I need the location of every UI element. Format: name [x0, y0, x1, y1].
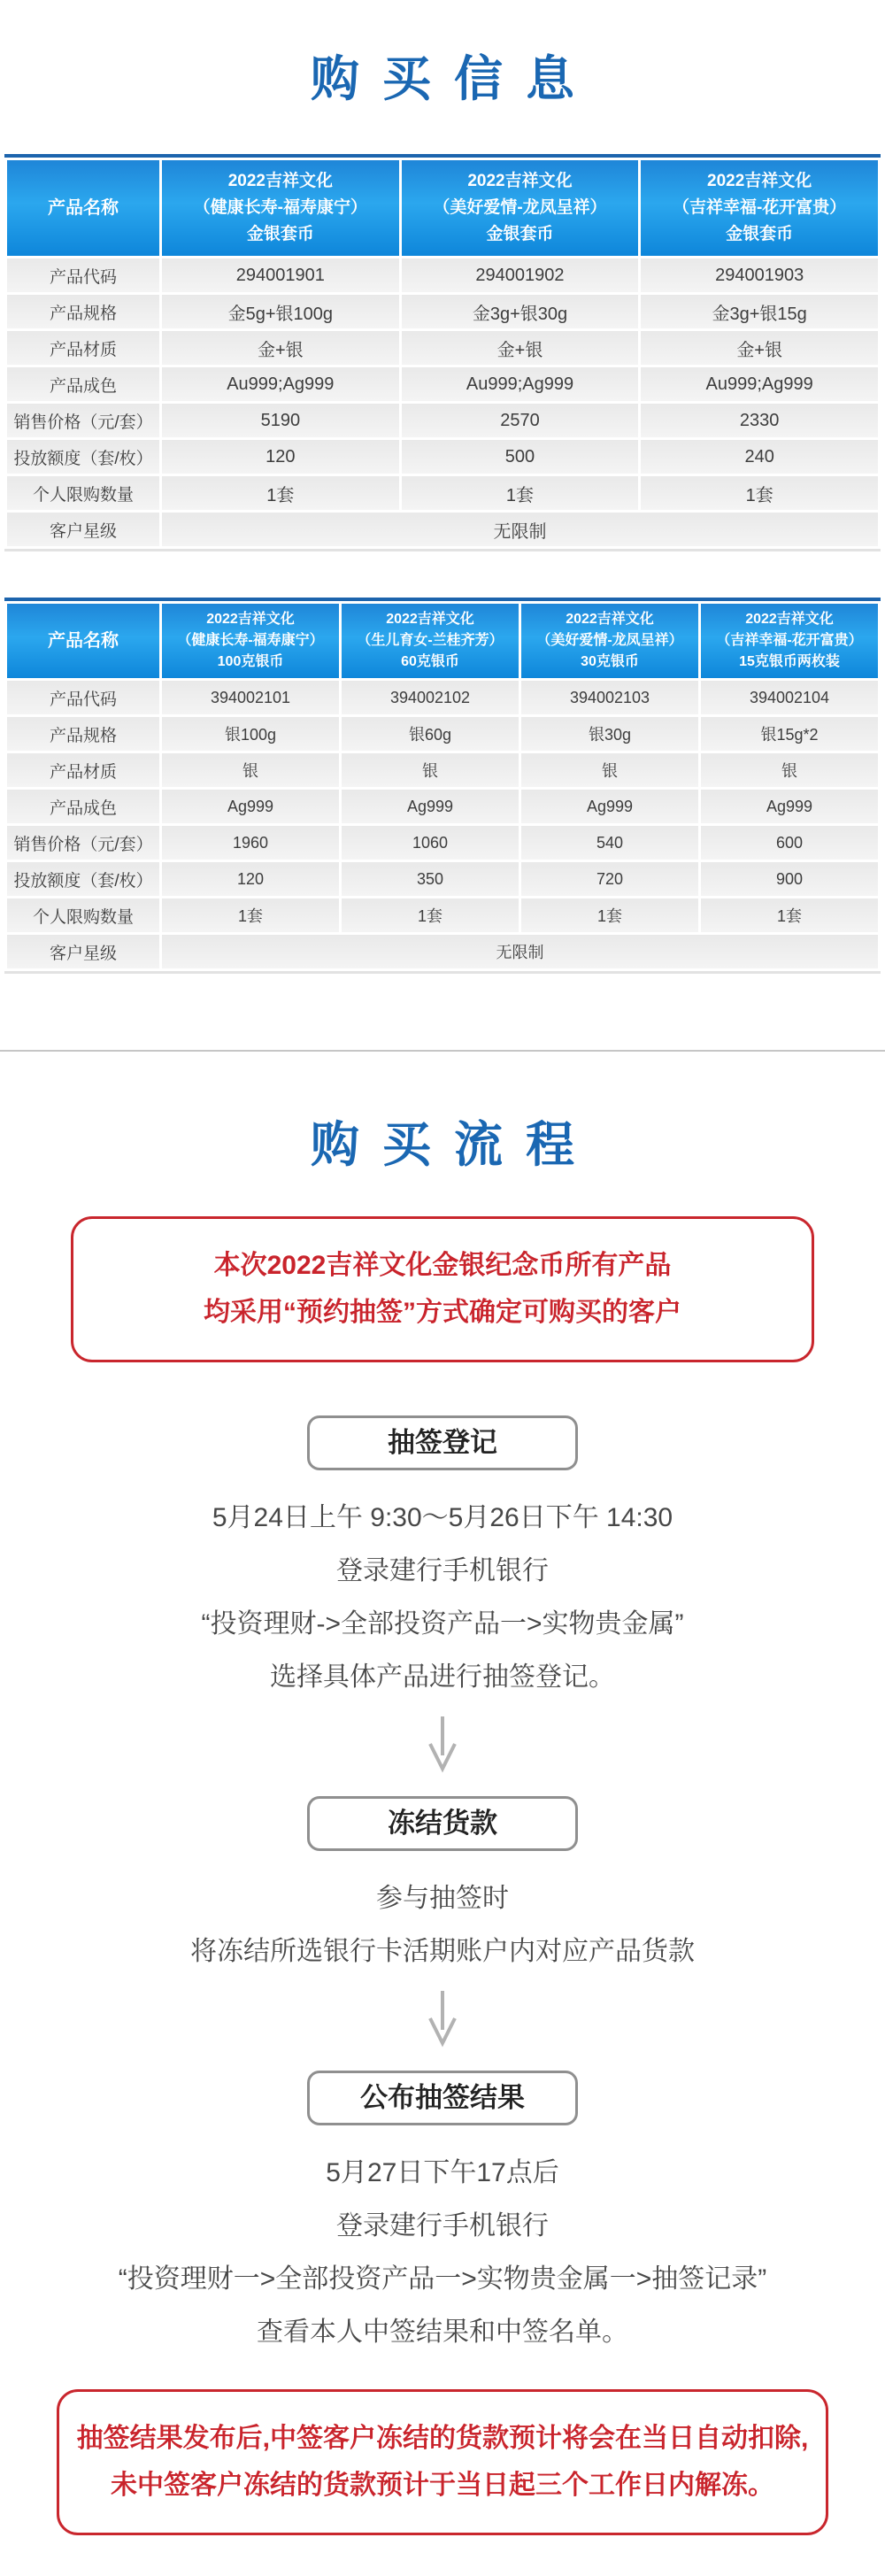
column-header-line: （美好爱情-龙凤呈祥） — [433, 198, 607, 217]
cell-value: 294001903 — [641, 258, 878, 292]
table-row — [7, 826, 878, 860]
cell-value: 银 — [701, 753, 878, 787]
column-header-line: 2022吉祥文化 — [745, 612, 834, 627]
cell-value: 1套 — [402, 476, 639, 510]
step-button-lottery-registration[interactable]: 抽签登记 — [307, 1415, 578, 1470]
notice-line: 抽签结果发布后,中签客户冻结的货款预计将会在当日自动扣除, — [76, 2424, 809, 2453]
cell-value: 120 — [162, 440, 399, 474]
row-label: 产品材质 — [7, 753, 159, 787]
cell-value-span: 无限制 — [162, 935, 878, 968]
table-row — [7, 935, 878, 968]
section-title-purchase-process: 购买流程 — [310, 1117, 597, 1172]
notice-line: 未中签客户冻结的货款预计于当日起三个工作日内解冻。 — [111, 2471, 774, 2500]
cell-value: 1套 — [641, 476, 878, 510]
cell-value: Au999;Ag999 — [402, 367, 639, 401]
column-header-line: 2022吉祥文化 — [386, 612, 474, 627]
row-label: 客户星级 — [7, 935, 159, 968]
step-3-description — [0, 2157, 885, 2348]
column-header-product-4 — [701, 604, 878, 678]
cell-value: 2570 — [402, 404, 639, 437]
row-label: 客户星级 — [7, 513, 159, 546]
column-header-product-1 — [162, 604, 339, 678]
column-header-line: （吉祥幸福-花开富贵） — [716, 633, 863, 648]
cell-value: 银30g — [521, 717, 698, 751]
table-row — [7, 513, 878, 546]
cell-value: 294001902 — [402, 258, 639, 292]
cell-value: 金3g+银15g — [641, 295, 878, 328]
product-info-table-2 — [4, 601, 881, 971]
cell-value: 240 — [641, 440, 878, 474]
step-description-line: 查看本人中签结果和中签名单。 — [257, 2318, 628, 2347]
cell-value: 1套 — [162, 476, 399, 510]
step-description-line: 5月24日上午 9:30～5月26日下午 14:30 — [212, 1503, 673, 1532]
cell-value: 500 — [402, 440, 639, 474]
cell-value: 350 — [342, 862, 519, 896]
step-button-announce-results[interactable]: 公布抽签结果 — [307, 2071, 578, 2125]
table-header-row — [7, 604, 878, 678]
row-label: 产品材质 — [7, 331, 159, 365]
table-row — [7, 681, 878, 714]
cell-value: 294001901 — [162, 258, 399, 292]
cell-value: 5190 — [162, 404, 399, 437]
step-2-description — [0, 1883, 885, 1968]
cell-value: 银60g — [342, 717, 519, 751]
table-row — [7, 476, 878, 510]
table-row — [7, 367, 878, 401]
cell-value-span: 无限制 — [162, 513, 878, 546]
row-label: 销售价格（元/套） — [7, 404, 159, 437]
notice-box-top — [71, 1216, 814, 1362]
step-1-description — [0, 1502, 885, 1693]
column-header-line: 金银套币 — [486, 225, 554, 243]
row-label: 投放额度（套/枚） — [7, 440, 159, 474]
table-row — [7, 753, 878, 787]
row-label: 产品规格 — [7, 295, 159, 328]
table-row — [7, 258, 878, 292]
table-row — [7, 440, 878, 474]
cell-value: 720 — [521, 862, 698, 896]
table-row — [7, 404, 878, 437]
cell-value: Ag999 — [701, 790, 878, 823]
step-description-line: 将冻结所选银行卡活期账户内对应产品货款 — [190, 1937, 695, 1966]
table-row — [7, 331, 878, 365]
down-arrow-icon — [427, 1991, 458, 2048]
table-row — [7, 862, 878, 896]
cell-value: 1套 — [342, 899, 519, 932]
column-header-line: 2022吉祥文化 — [206, 612, 295, 627]
table-row — [7, 717, 878, 751]
cell-value: 银100g — [162, 717, 339, 751]
step-button-freeze-payment[interactable]: 冻结货款 — [307, 1796, 578, 1851]
column-header-line: 2022吉祥文化 — [227, 172, 333, 190]
step-description-line: 选择具体产品进行抽签登记。 — [270, 1662, 615, 1692]
table-row — [7, 899, 878, 932]
notice-line: 本次2022吉祥文化金银纪念币所有产品 — [213, 1251, 672, 1280]
table-row — [7, 790, 878, 823]
step-description-line: 参与抽签时 — [376, 1884, 509, 1913]
column-header-line: （吉祥幸福-花开富贵） — [672, 198, 847, 217]
product-info-table-1 — [4, 158, 881, 549]
cell-value: Ag999 — [162, 790, 339, 823]
step-description-line: 5月27日下午17点后 — [326, 2158, 559, 2187]
cell-value: 金3g+银30g — [402, 295, 639, 328]
column-header-line: 金银套币 — [726, 225, 794, 243]
column-header-line: 60克银币 — [401, 654, 459, 669]
cell-value: 金+银 — [641, 331, 878, 365]
step-description-line: 登录建行手机银行 — [336, 1556, 549, 1585]
column-header-line: 15克银币两枚装 — [739, 654, 840, 669]
section-title-purchase-info: 购买信息 — [310, 51, 597, 106]
cell-value: 2330 — [641, 404, 878, 437]
row-label: 产品成色 — [7, 367, 159, 401]
step-description-line: 登录建行手机银行 — [336, 2211, 549, 2241]
cell-value: 394002104 — [701, 681, 878, 714]
column-header-product-3 — [641, 160, 878, 256]
cell-value: Au999;Ag999 — [162, 367, 399, 401]
down-arrow-icon — [427, 1716, 458, 1773]
row-label: 产品成色 — [7, 790, 159, 823]
step-description-line: “投资理财->全部投资产品一>实物贵金属” — [201, 1609, 684, 1639]
cell-value: 600 — [701, 826, 878, 860]
cell-value: 394002103 — [521, 681, 698, 714]
column-header-line: （美好爱情-龙凤呈祥） — [536, 633, 683, 648]
corner-header-product-name: 产品名称 — [7, 604, 159, 678]
cell-value: 394002102 — [342, 681, 519, 714]
notice-line: 均采用“预约抽签”方式确定可购买的客户 — [204, 1298, 681, 1327]
bottom-spacer — [0, 2535, 885, 2576]
cell-value: 120 — [162, 862, 339, 896]
cell-value: 银 — [342, 753, 519, 787]
cell-value: Ag999 — [342, 790, 519, 823]
column-header-line: 100克银币 — [217, 654, 284, 669]
cell-value: 银 — [521, 753, 698, 787]
notice-box-bottom — [57, 2389, 828, 2535]
product-table-2-wrap — [4, 598, 881, 974]
column-header-product-2 — [342, 604, 519, 678]
cell-value: 金5g+银100g — [162, 295, 399, 328]
row-label: 投放额度（套/枚） — [7, 862, 159, 896]
column-header-line: 2022吉祥文化 — [707, 172, 812, 190]
table-header-row — [7, 160, 878, 256]
cell-value: 540 — [521, 826, 698, 860]
cell-value: 1套 — [701, 899, 878, 932]
column-header-line: （健康长寿-福寿康宁） — [177, 633, 324, 648]
cell-value: 1套 — [162, 899, 339, 932]
corner-header-product-name: 产品名称 — [7, 160, 159, 256]
cell-value: 银 — [162, 753, 339, 787]
product-table-1-wrap — [4, 154, 881, 551]
column-header-line: （健康长寿-福寿康宁） — [193, 198, 367, 217]
column-header-line: 金银套币 — [246, 225, 314, 243]
cell-value: 900 — [701, 862, 878, 896]
cell-value: Ag999 — [521, 790, 698, 823]
cell-value: 银15g*2 — [701, 717, 878, 751]
cell-value: 金+银 — [162, 331, 399, 365]
row-label: 产品规格 — [7, 717, 159, 751]
row-label: 销售价格（元/套） — [7, 826, 159, 860]
column-header-line: （生儿育女-兰桂齐芳） — [357, 633, 504, 648]
column-header-product-2 — [402, 160, 639, 256]
row-label: 产品代码 — [7, 258, 159, 292]
cell-value: Au999;Ag999 — [641, 367, 878, 401]
cell-value: 1960 — [162, 826, 339, 860]
column-header-line: 2022吉祥文化 — [566, 612, 654, 627]
cell-value: 1060 — [342, 826, 519, 860]
column-header-line: 30克银币 — [581, 654, 639, 669]
cell-value: 394002101 — [162, 681, 339, 714]
cell-value: 1套 — [521, 899, 698, 932]
column-header-line: 2022吉祥文化 — [467, 172, 573, 190]
table-row — [7, 295, 878, 328]
step-description-line: “投资理财一>全部投资产品一>实物贵金属一>抽签记录” — [118, 2264, 767, 2294]
column-header-product-1 — [162, 160, 399, 256]
cell-value: 金+银 — [402, 331, 639, 365]
row-label: 个人限购数量 — [7, 899, 159, 932]
row-label: 个人限购数量 — [7, 476, 159, 510]
column-header-product-3 — [521, 604, 698, 678]
row-label: 产品代码 — [7, 681, 159, 714]
